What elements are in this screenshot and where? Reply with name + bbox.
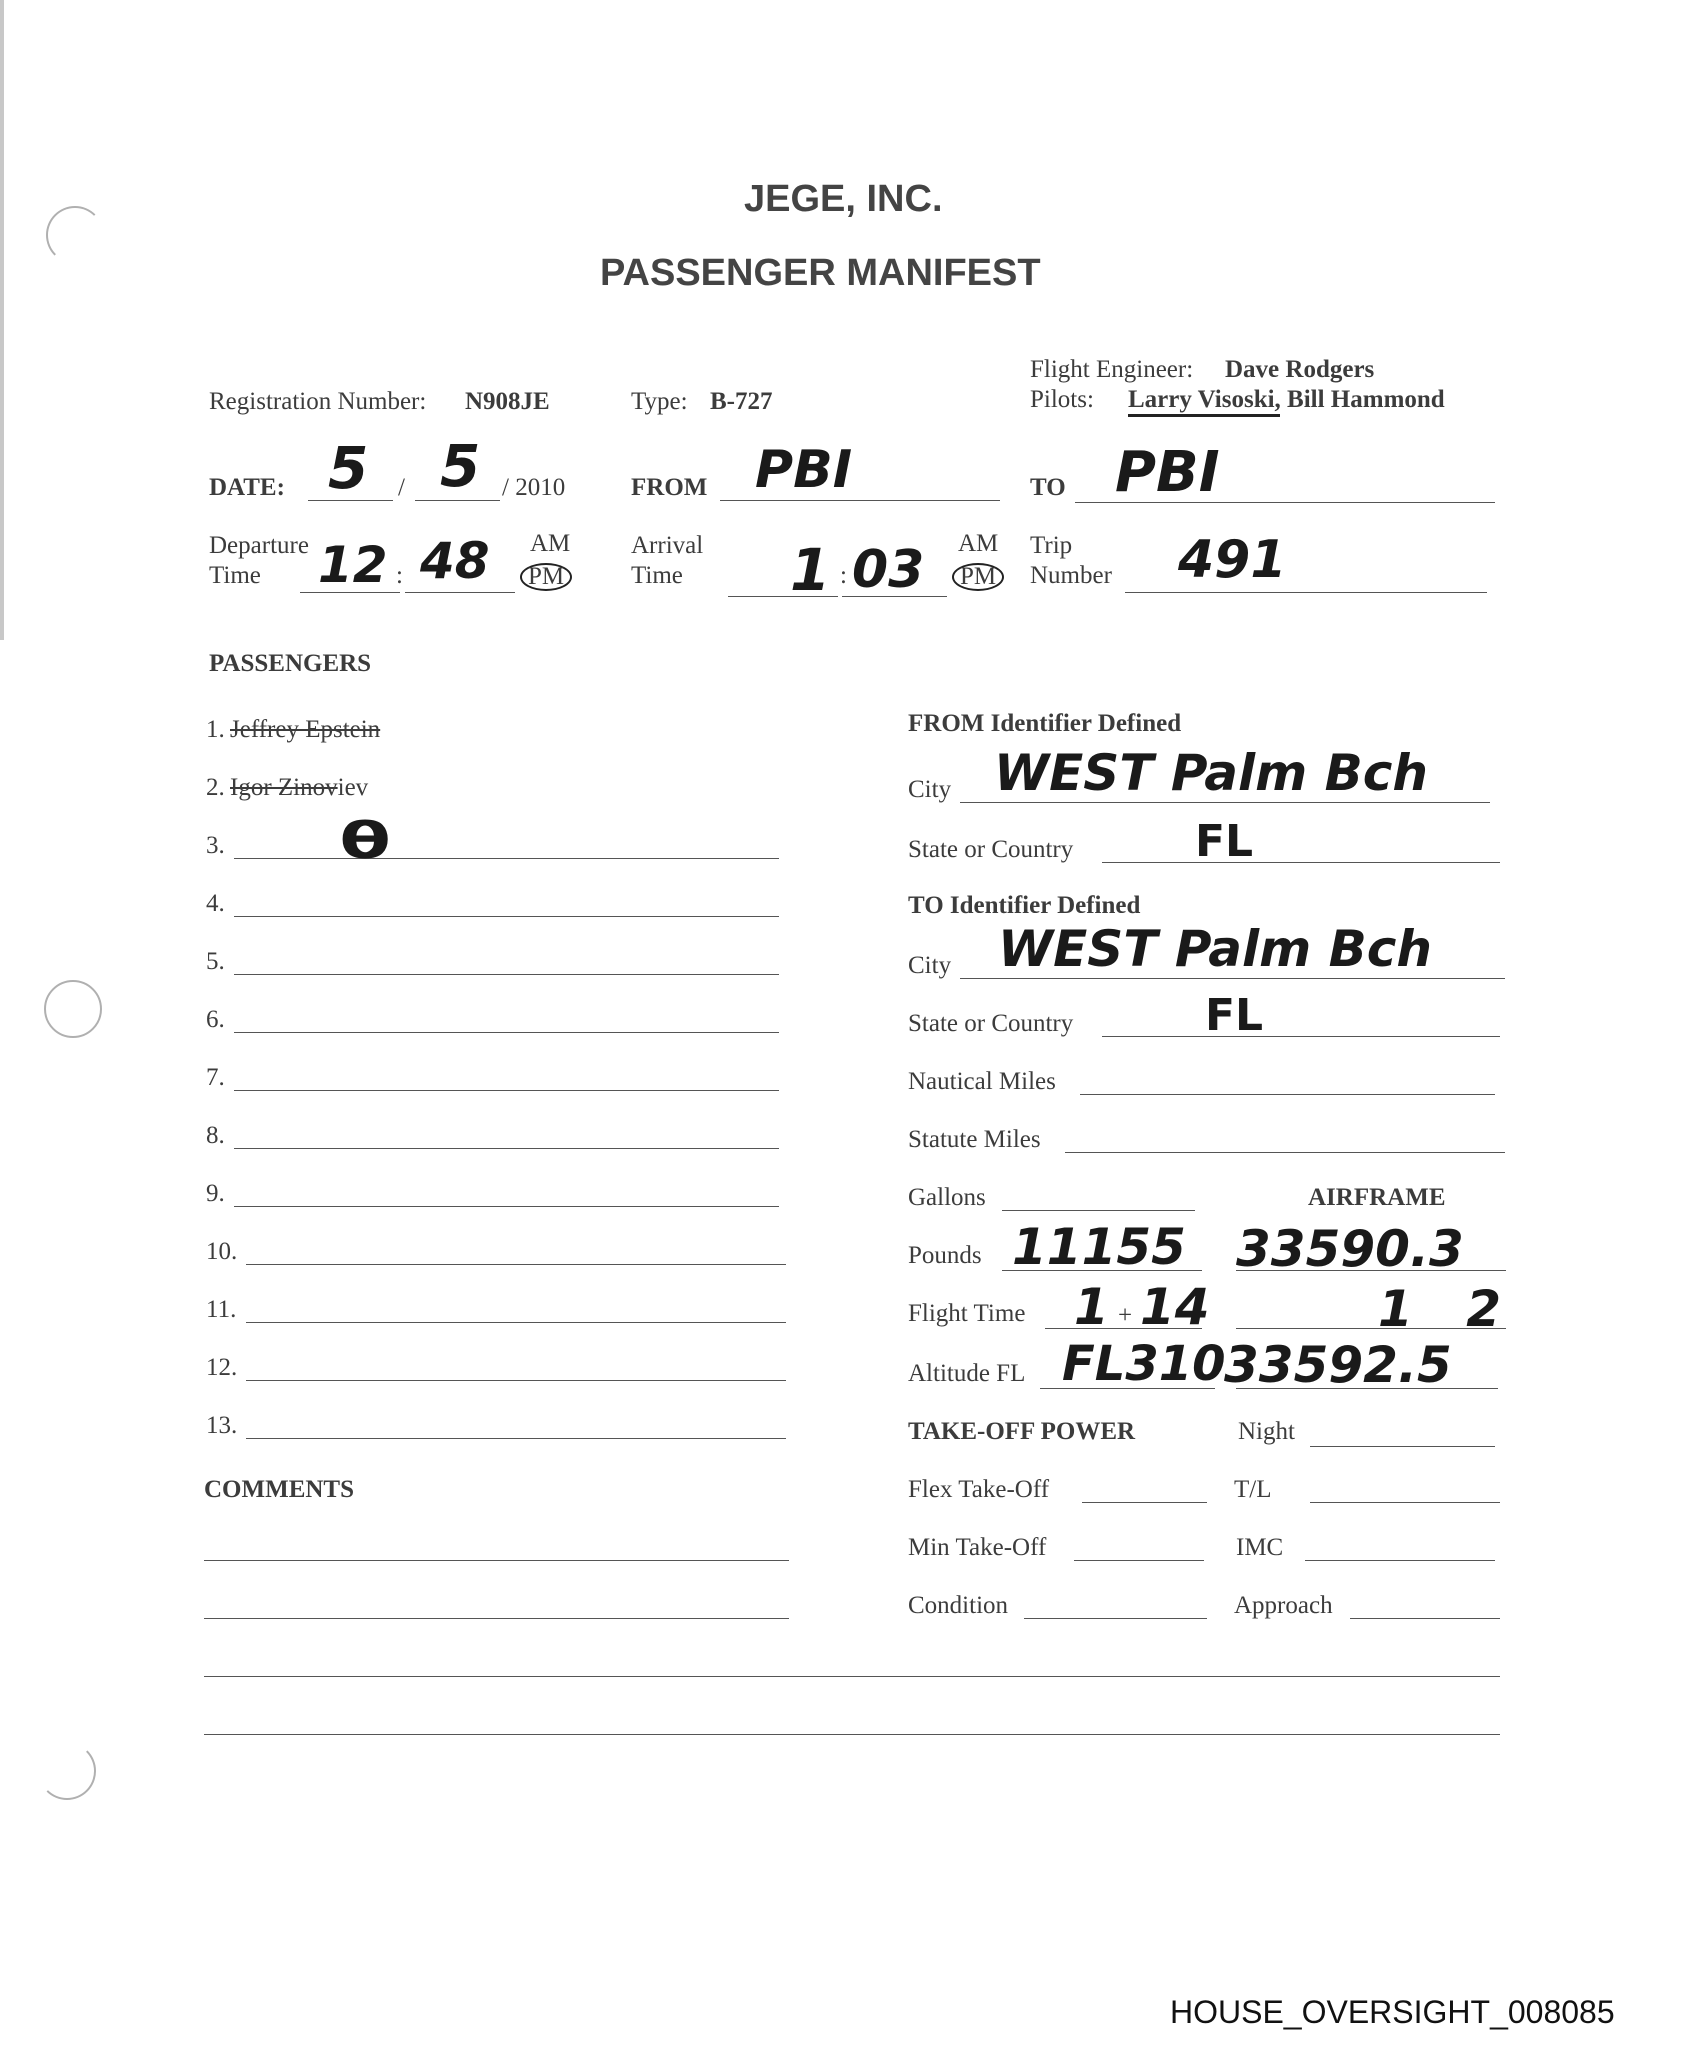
- flex-takeoff-label: Flex Take-Off: [908, 1476, 1050, 1503]
- passenger-number: 8.: [206, 1122, 225, 1149]
- min-takeoff-label: Min Take-Off: [908, 1534, 1047, 1561]
- from-line: [720, 500, 1000, 501]
- departure-colon: :: [396, 562, 403, 589]
- arrival-colon: :: [840, 562, 847, 589]
- comments-heading: COMMENTS: [204, 1476, 354, 1503]
- passenger-name: [230, 774, 368, 802]
- tl-line: [1310, 1502, 1500, 1503]
- date-month-line: [308, 500, 393, 501]
- pounds-label: Pounds: [908, 1242, 982, 1269]
- passenger-line: [234, 1206, 779, 1207]
- passenger-line: [234, 1090, 779, 1091]
- min-takeoff-line: [1074, 1560, 1204, 1561]
- page-edge: [0, 0, 4, 640]
- airframe-line-2: [1236, 1328, 1506, 1329]
- passenger-line: [234, 1032, 779, 1033]
- registration-value: N908JE: [465, 388, 550, 415]
- arrival-hour: 1: [790, 536, 831, 604]
- comments-line-2: [204, 1618, 789, 1619]
- passenger-name-rest: iev: [337, 774, 369, 801]
- to-label: TO: [1030, 474, 1066, 501]
- company-name: JEGE, INC.: [744, 178, 943, 220]
- to-city-line: [960, 978, 1505, 979]
- comments-line-3: [204, 1676, 1500, 1677]
- condition-line: [1024, 1618, 1207, 1619]
- from-state-line: [1102, 862, 1500, 863]
- condition-label: Condition: [908, 1592, 1009, 1619]
- departure-minute: 48: [420, 532, 490, 590]
- binder-hole-top: [46, 206, 104, 264]
- bates-number: HOUSE_OVERSIGHT_008085: [1170, 1994, 1615, 2030]
- statute-miles-line: [1065, 1152, 1505, 1153]
- trip-label-2: Number: [1030, 562, 1112, 589]
- passenger-name-struck: Igor Zinov: [230, 774, 338, 801]
- airframe-value-3: 33592.5: [1224, 1336, 1452, 1394]
- flight-time-hours: 1: [1074, 1278, 1109, 1336]
- form-title: PASSENGER MANIFEST: [600, 252, 1041, 294]
- arrival-minute: 03: [852, 540, 925, 600]
- departure-pm-circled: PM: [520, 563, 572, 591]
- imc-label: IMC: [1236, 1534, 1284, 1561]
- passenger-number: 11.: [206, 1296, 237, 1323]
- from-value: PBI: [755, 440, 853, 500]
- passenger-number: 5.: [206, 948, 225, 975]
- passenger-number: 2.: [206, 774, 225, 801]
- airframe-line-3: [1236, 1388, 1498, 1389]
- flight-time-sep: +: [1118, 1302, 1133, 1329]
- from-city-line: [960, 802, 1490, 803]
- engineer-name: Dave Rodgers: [1225, 356, 1375, 383]
- to-state-line: [1102, 1036, 1500, 1037]
- airframe-value-2: 1 2: [1378, 1280, 1519, 1338]
- passenger-number: 3.: [206, 832, 225, 859]
- to-state-value: FL: [1205, 990, 1264, 1041]
- approach-line: [1350, 1618, 1500, 1619]
- from-state-value: FL: [1195, 816, 1254, 867]
- passenger-3-void-mark: θ: [339, 812, 391, 870]
- passenger-number: 13.: [206, 1412, 238, 1439]
- pilots-label: Pilots:: [1030, 386, 1094, 413]
- nautical-miles-label: Nautical Miles: [908, 1068, 1056, 1095]
- passenger-line: [234, 974, 779, 975]
- passenger-number: 1.: [206, 716, 225, 743]
- to-state-label: State or Country: [908, 1010, 1074, 1037]
- imc-line: [1305, 1560, 1495, 1561]
- trip-value: 491: [1178, 530, 1287, 590]
- airframe-line-1: [1236, 1270, 1506, 1271]
- passenger-line: [246, 1380, 786, 1381]
- pounds-value: 11155: [1012, 1218, 1186, 1276]
- passenger-number: 9.: [206, 1180, 225, 1207]
- passenger-line: [234, 858, 779, 859]
- from-city-value: WEST Palm Bch: [994, 744, 1429, 802]
- flex-takeoff-line: [1082, 1502, 1207, 1503]
- passenger-number: 12.: [206, 1354, 238, 1381]
- arrival-am: AM: [958, 530, 999, 557]
- type-label: Type:: [631, 388, 688, 415]
- passenger-name-struck: Jeffrey Epstein: [230, 716, 381, 743]
- engineer-label: Flight Engineer:: [1030, 356, 1194, 383]
- approach-label: Approach: [1234, 1592, 1333, 1619]
- comments-line-4: [204, 1734, 1500, 1735]
- from-label: FROM: [631, 474, 708, 501]
- binder-hole-middle: [44, 980, 102, 1038]
- from-city-label: City: [908, 776, 952, 803]
- takeoff-power-heading: TAKE-OFF POWER: [908, 1418, 1136, 1445]
- date-month: 5: [328, 434, 369, 502]
- passenger-line: [246, 1264, 786, 1265]
- pilot-underline-mark: [1128, 414, 1280, 417]
- altitude-line: [1040, 1388, 1215, 1389]
- passenger-line: [234, 1148, 779, 1149]
- passenger-number: 7.: [206, 1064, 225, 1091]
- altitude-value: FL310: [1062, 1336, 1226, 1392]
- tl-label: T/L: [1234, 1476, 1272, 1503]
- to-line: [1075, 502, 1495, 503]
- to-city-value: WEST Palm Bch: [998, 920, 1433, 978]
- arrival-label-1: Arrival: [631, 532, 704, 559]
- passenger-number: 10.: [206, 1238, 238, 1265]
- date-label: DATE:: [209, 474, 285, 501]
- date-year: / 2010: [502, 474, 566, 501]
- statute-miles-label: Statute Miles: [908, 1126, 1041, 1153]
- arrival-hour-line: [728, 596, 838, 597]
- nautical-miles-line: [1080, 1094, 1495, 1095]
- trip-line: [1125, 592, 1487, 593]
- passenger-name: [230, 716, 380, 744]
- gallons-line: [1002, 1210, 1195, 1211]
- from-identifier-heading: FROM Identifier Defined: [908, 710, 1182, 737]
- flight-time-line: [1045, 1328, 1202, 1329]
- binder-hole-bottom: [38, 1742, 96, 1800]
- departure-hour-line: [300, 592, 400, 593]
- pounds-line: [1002, 1270, 1202, 1271]
- altitude-label: Altitude FL: [908, 1360, 1026, 1387]
- passenger-line: [246, 1322, 786, 1323]
- trip-label-1: Trip: [1030, 532, 1073, 559]
- gallons-label: Gallons: [908, 1184, 986, 1211]
- night-label: Night: [1238, 1418, 1295, 1445]
- flight-time-label: Flight Time: [908, 1300, 1026, 1327]
- passenger-line: [234, 916, 779, 917]
- passenger-number: 6.: [206, 1006, 225, 1033]
- arrival-label-2: Time: [631, 562, 683, 589]
- arrival-pm-circled: PM: [952, 563, 1004, 591]
- passengers-heading: PASSENGERS: [209, 650, 372, 677]
- date-day: 5: [440, 432, 481, 500]
- registration-label: Registration Number:: [209, 388, 427, 415]
- to-city-label: City: [908, 952, 952, 979]
- from-state-label: State or Country: [908, 836, 1074, 863]
- to-value: PBI: [1115, 440, 1220, 505]
- departure-label-1: Departure: [209, 532, 309, 559]
- departure-hour: 12: [318, 536, 388, 594]
- night-line: [1310, 1446, 1495, 1447]
- date-slash: /: [398, 474, 405, 501]
- airframe-value-1: 33590.3: [1236, 1220, 1464, 1278]
- departure-am: AM: [530, 530, 571, 557]
- flight-time-minutes: 14: [1140, 1278, 1210, 1336]
- passenger-line: [246, 1438, 786, 1439]
- departure-minute-line: [405, 592, 515, 593]
- airframe-heading: AIRFRAME: [1308, 1184, 1446, 1211]
- departure-label-2: Time: [209, 562, 261, 589]
- type-value: B-727: [710, 388, 773, 415]
- to-identifier-heading: TO Identifier Defined: [908, 892, 1141, 919]
- date-day-line: [415, 500, 500, 501]
- arrival-minute-line: [842, 596, 947, 597]
- comments-line-1: [204, 1560, 789, 1561]
- passenger-number: 4.: [206, 890, 225, 917]
- pilots-names: Larry Visoski, Bill Hammond: [1128, 386, 1445, 413]
